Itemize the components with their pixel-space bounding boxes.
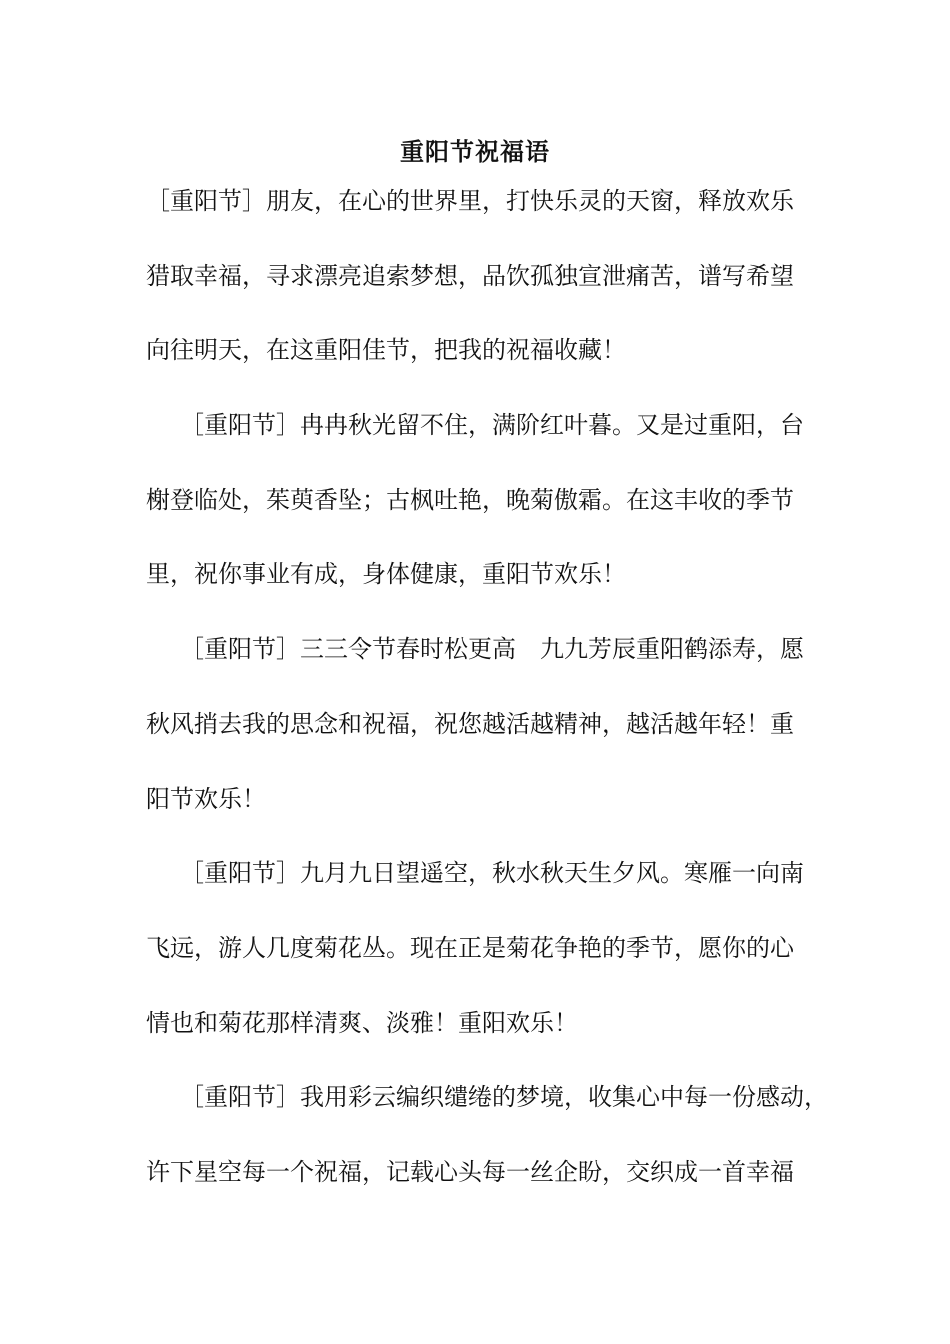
paragraph-1-line-2: 猎取幸福，寻求漂亮追索梦想，品饮孤独宣泄痛苦，谱写希望 xyxy=(146,262,794,290)
paragraph-3-line-1: ［重阳节］三三令节春时松更高 九九芳辰重阳鹤添寿，愿 xyxy=(180,635,804,663)
paragraph-3-line-3: 阳节欢乐！ xyxy=(146,785,266,813)
paragraph-4-line-3: 情也和菊花那样清爽、淡雅！重阳欢乐！ xyxy=(146,1009,578,1037)
paragraph-4-line-1: ［重阳节］九月九日望遥空，秋水秋天生夕风。寒雁一向南 xyxy=(180,859,804,887)
paragraph-2-line-2: 榭登临处，茱萸香坠；古枫吐艳，晚菊傲霜。在这丰收的季节 xyxy=(146,486,794,514)
paragraph-3-line-2: 秋风捎去我的思念和祝福，祝您越活越精神，越活越年轻！重 xyxy=(146,710,794,738)
paragraph-5-line-1: ［重阳节］我用彩云编织缱绻的梦境，收集心中每一份感动， xyxy=(180,1083,828,1111)
paragraph-1-line-3: 向往明天，在这重阳佳节，把我的祝福收藏！ xyxy=(146,336,626,364)
paragraph-2-line-1: ［重阳节］冉冉秋光留不住，满阶红叶暮。又是过重阳，台 xyxy=(180,411,804,439)
document-title: 重阳节祝福语 xyxy=(400,137,550,166)
paragraph-2-line-3: 里，祝你事业有成，身体健康，重阳节欢乐！ xyxy=(146,560,626,588)
paragraph-4-line-2: 飞远，游人几度菊花丛。现在正是菊花争艳的季节，愿你的心 xyxy=(146,934,794,962)
paragraph-5-line-2: 许下星空每一个祝福，记载心头每一丝企盼，交织成一首幸福 xyxy=(146,1158,794,1186)
paragraph-1-line-1: ［重阳节］朋友，在心的世界里，打快乐灵的天窗，释放欢乐 xyxy=(146,187,794,215)
